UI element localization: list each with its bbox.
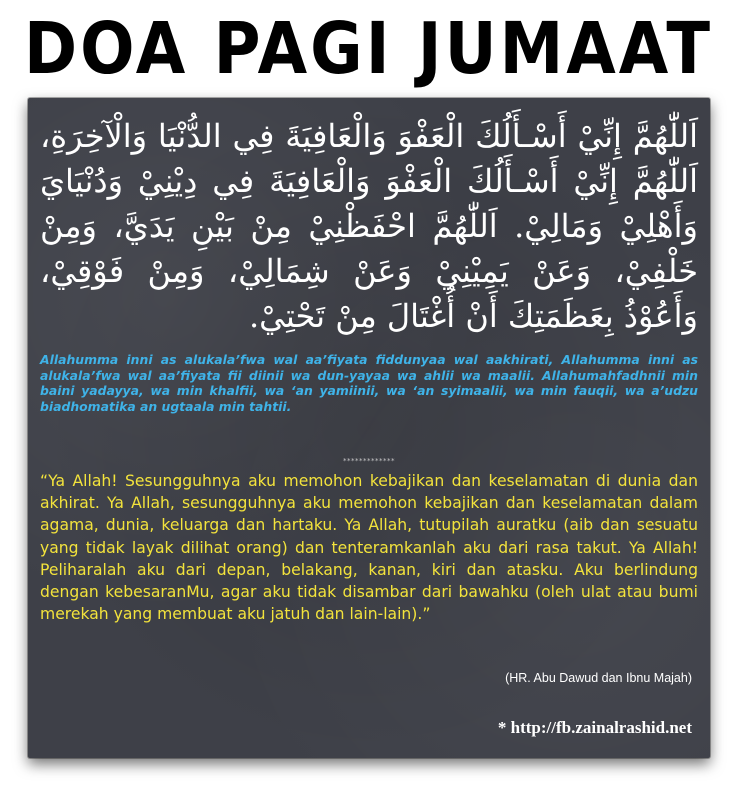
arabic-prayer-text: اَللّٰهُمَّ إِنِّيْ أَسْـأَلُكَ الْعَفْوَ وَالْعَافِيَةَ فِي الدُّنْيَا وَالْآخِرَةِ، اَللّٰهُمَّ إِنِّيْ أَسْـأَلُكَ الْعَفْوَ وَالْعَافِيَةَ فِي دِيْنِيْ وَدُنْيَايَ وَأَهْلِيْ وَمَالِيْ. اَللّٰهُمَّ احْفَظْنِيْ مِنْ بَيْنِ يَدَيَّ، وَمِنْ خَلْفِيْ، وَعَنْ يَمِيْنِيْ وَعَنْ شِمَالِيْ، وَمِنْ فَوْقِيْ، وَأَعُوْذُ بِعَظَمَتِكَ أَنْ أُغْتَالَ مِنْ تَحْتِيْ. bbox=[40, 117, 698, 335]
source-url: * http://fb.zainalrashid.net bbox=[497, 718, 692, 737]
chalkboard-panel bbox=[28, 98, 710, 758]
separator: ************* bbox=[343, 457, 395, 465]
hadith-source: (HR. Abu Dawud dan Ibnu Majah) bbox=[505, 671, 692, 685]
transliteration-text: Allahumma inni as alukala’fwa wal aa’fiyata fiddunyaa wal aakhirati, Allahumma inni as alukala’fwa wal aa’fiyata fii diinii wa dun-yayaa wa ahlii wa maalii. Allahumahfadhnii min baini yadayya, wa min khalfii, wa ‘an yamiinii, wa ‘an syimaalii, wa min fauqii, wa a’udzu biadhomatika an ugtaala min tahtii. bbox=[40, 352, 698, 414]
translation-text: “Ya Allah! Sesungguhnya aku memohon kebajikan dan keselamatan di dunia dan akhirat. Ya Allah, sesungguhnya aku memohon kebajikan dan keselamatan dalam agama, dunia, keluarga dan hartaku. Ya Allah, tutupilah auratku (aib dan sesuatu yang tidak layak dilihat orang) dan tenteramkanlah aku dari rasa takut. Ya Allah! Peliharalah aku dari depan, belakang, kanan, kiri dan atasku. Aku berlindung dengan kebesaranMu, agar aku tidak disambar dari bawahku (oleh ulat atau bumi merekah yang membuat aku jatuh dan lain-lain).” bbox=[40, 472, 698, 624]
poster-title: DOA PAGI JUMAAT bbox=[23, 8, 714, 92]
